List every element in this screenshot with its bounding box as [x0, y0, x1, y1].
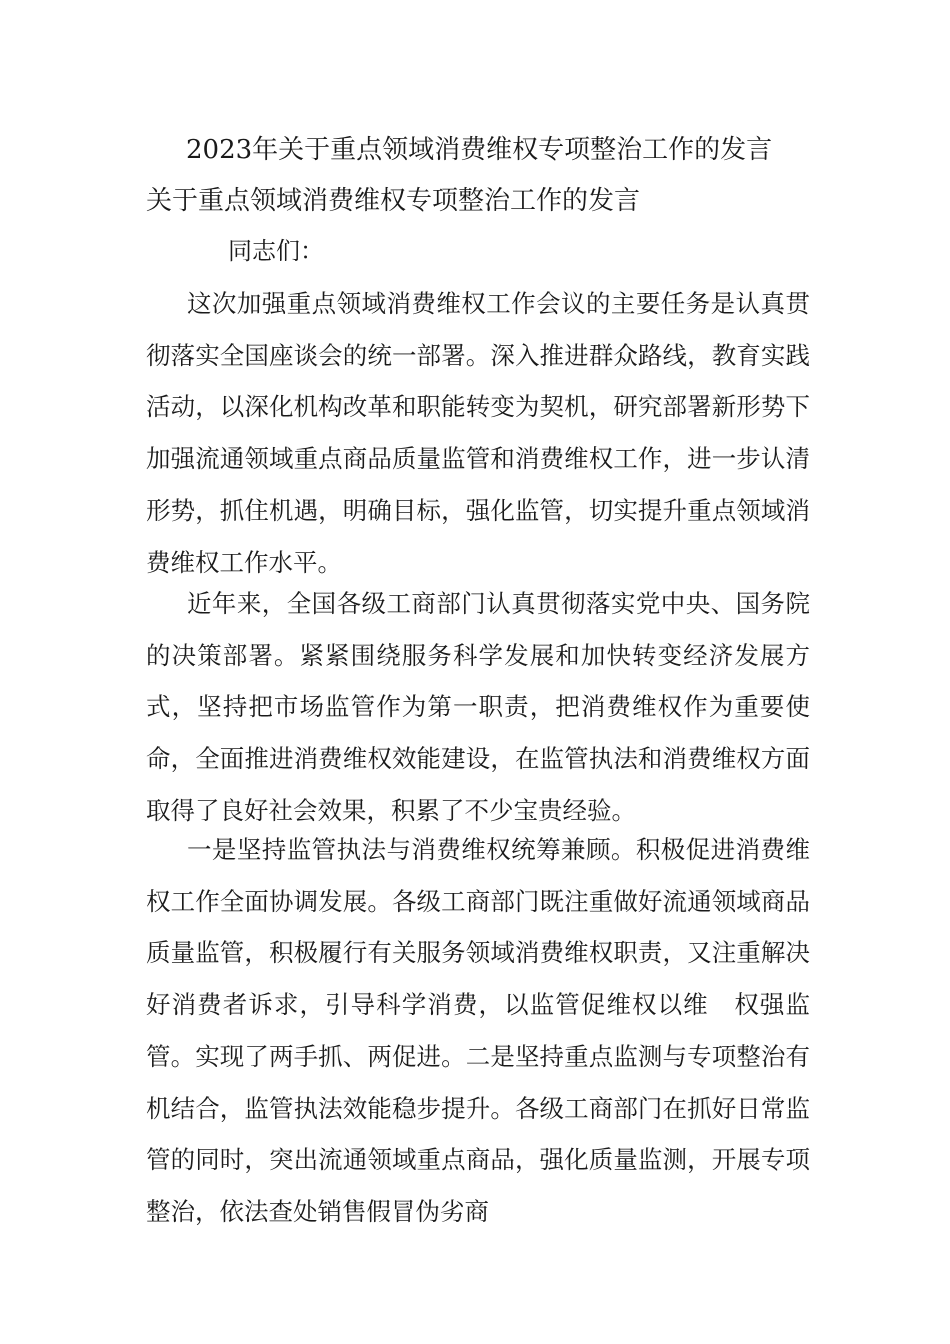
paragraph: 近年来，全国各级工商部门认真贯彻落实党中央、国务院的决策部署。紧紧围绕服务科学发展和加快转变经济发展方式，坚持把市场监管作为第一职责，把消费维权作为重要使命，全面推进消费维权效能建设，在监管执法和消费维权方面取得了良好社会效果，积累了不少宝贵经验。 [146, 589, 810, 825]
document-title: 2023年关于重点领域消费维权专项整治工作的发言 [186, 135, 773, 165]
paragraph: 一是坚持监管执法与消费维权统筹兼顾。积极促进消费维权工作全面协调发展。各级工商部门既注重做好流通领域商品质量监管，积极履行有关服务领域消费维权职责，又注重解决好消费者诉求，引导科学消费，以监管促维权以维 权强监管。实现了两手抓、两促进。二是坚持重点监测与专项整治有机结合，监管执法效能稳步提升。各级工商部门在抓好日常监管的同时，突出流通领域重点商品，强化质量监测，开展专项整治，依法查处销售假冒伪劣商 [146, 835, 810, 1226]
salutation: 同志们： [228, 237, 324, 265]
paragraph: 这次加强重点领域消费维权工作会议的主要任务是认真贯彻落实全国座谈会的统一部署。深入推进群众路线，教育实践活动，以深化机构改革和职能转变为契机，研究部署新形势下加强流通领域重点商品质量监管和消费维权工作，进一步认清形势，抓住机遇，明确目标，强化监管，切实提升重点领域消费维权工作水平。 [146, 289, 810, 577]
document-subtitle: 关于重点领域消费维权专项整治工作的发言 [146, 186, 641, 216]
